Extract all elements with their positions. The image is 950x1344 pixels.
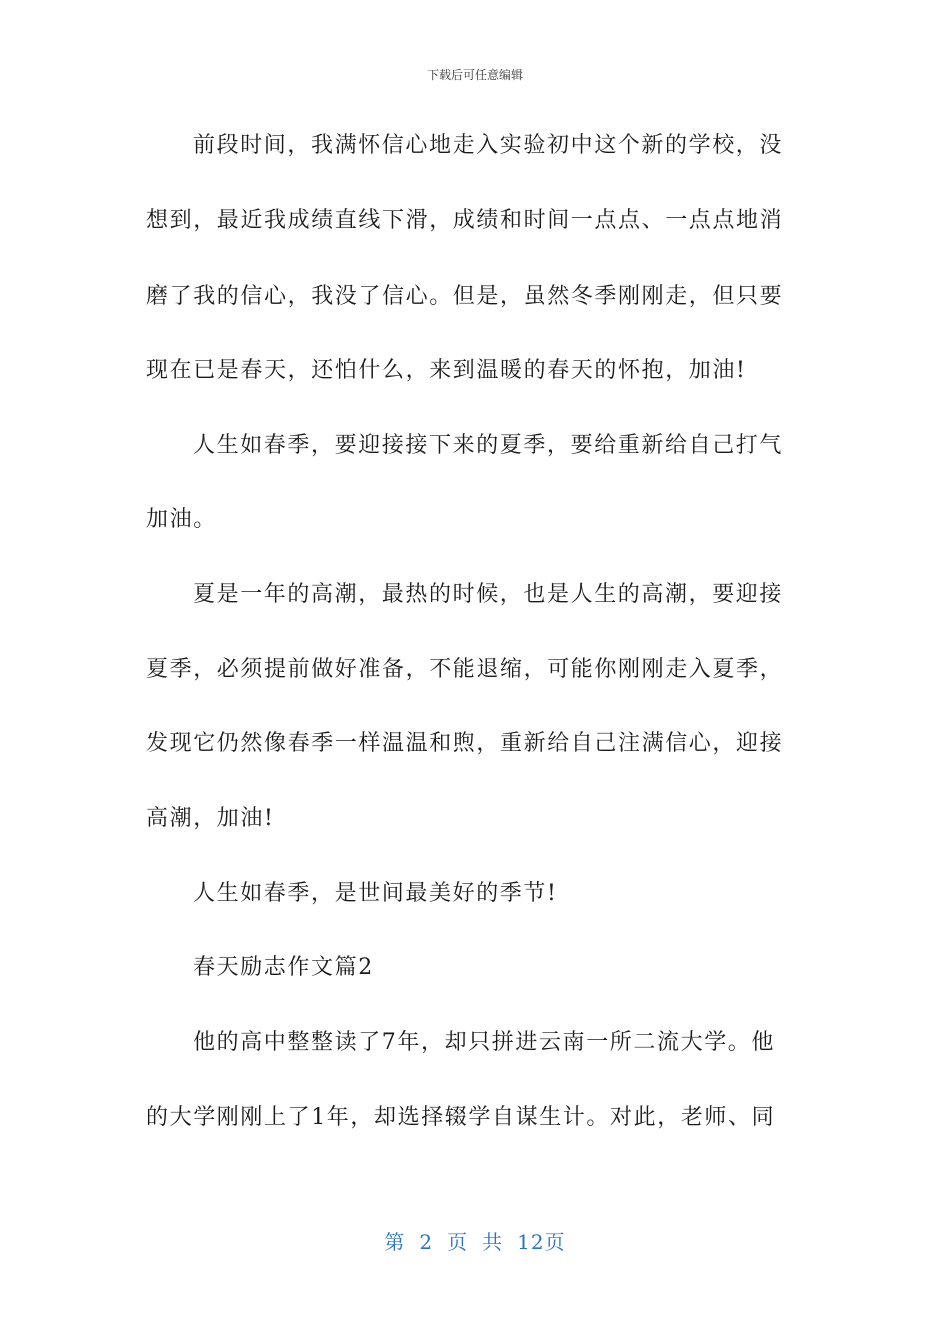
footer-current-page: 2	[419, 1230, 434, 1254]
paragraph-line: 加油。	[146, 507, 217, 532]
footer-total-pages: 12	[517, 1230, 545, 1254]
paragraph-line: 前段时间，我满怀信心地走入实验初中这个新的学校，没	[193, 133, 784, 158]
paragraph-line: 夏是一年的高潮，最热的时候，也是人生的高潮，要迎接	[193, 582, 784, 607]
page-number-footer	[0, 1226, 950, 1255]
page-header: 下载后可任意编辑	[426, 68, 523, 82]
paragraph-line: 高潮，加油!	[146, 806, 275, 831]
section-heading: 春天励志作文篇2	[193, 955, 374, 980]
paragraph-line: 他的高中整整读了7年，却只拼进云南一所二流大学。他	[193, 1030, 775, 1055]
footer-gong: 共	[482, 1230, 504, 1254]
footer-ye-2: 页	[544, 1230, 566, 1254]
paragraph-line: 磨了我的信心，我没了信心。但是，虽然冬季刚刚走，但只要	[146, 284, 784, 309]
paragraph-line: 现在已是春天，还怕什么，来到温暖的春天的怀抱，加油!	[146, 358, 747, 383]
paragraph-line: 的大学刚刚上了1年，却选择辍学自谋生计。对此，老师、同	[146, 1105, 776, 1130]
footer-ye: 页	[447, 1230, 469, 1254]
paragraph-line: 人生如春季，要迎接接下来的夏季，要给重新给自己打气	[193, 433, 784, 458]
paragraph-line: 人生如春季，是世间最美好的季节!	[193, 881, 558, 906]
paragraph-line: 想到，最近我成绩直线下滑，成绩和时间一点点、一点点地消	[146, 208, 784, 233]
paragraph-line: 夏季，必须提前做好准备，不能退缩，可能你刚刚走入夏季，	[146, 657, 784, 682]
paragraph-line: 发现它仍然像春季一样温温和煦，重新给自己注满信心，迎接	[146, 731, 784, 756]
footer-di: 第	[384, 1230, 406, 1254]
